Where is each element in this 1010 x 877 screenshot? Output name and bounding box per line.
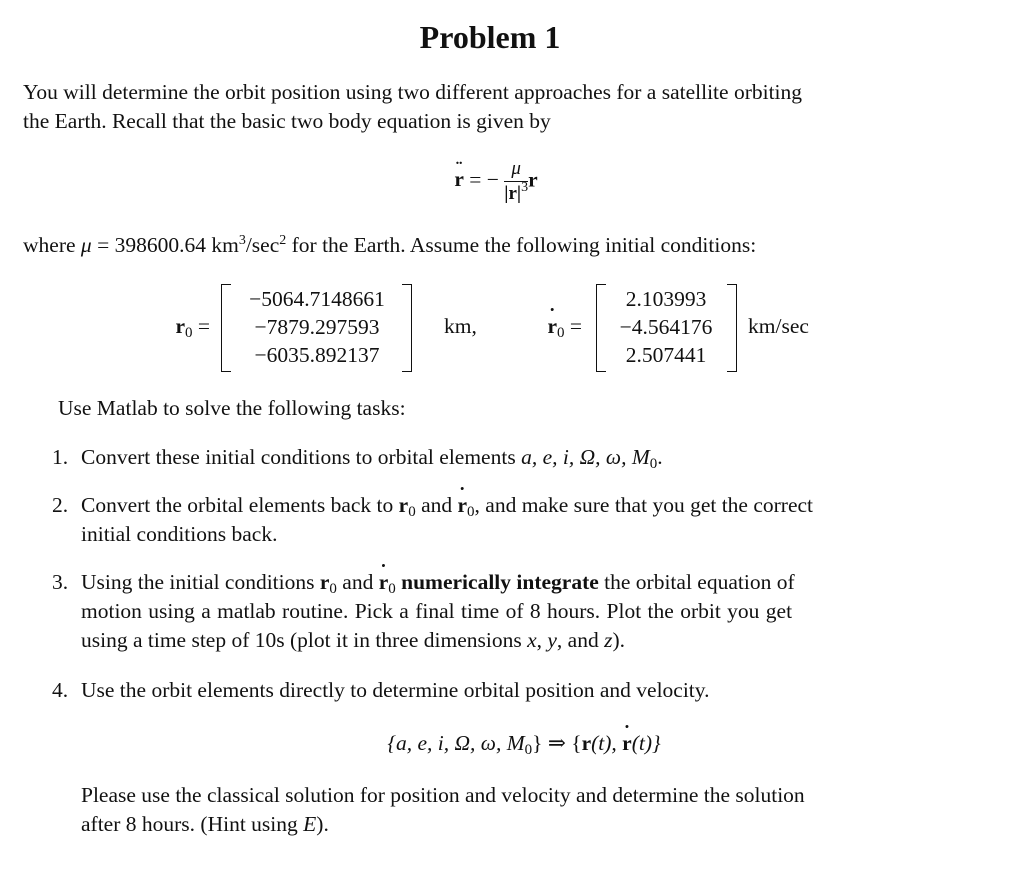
task-2-text-b: , and make sure that you get the correct [474, 493, 814, 517]
v0-y: −4.564176 [619, 315, 713, 339]
task-3-body [81, 568, 959, 655]
task-1-elements: a, e, i, Ω, ω, M [521, 445, 650, 469]
closing-line-2 [81, 810, 961, 839]
task-4-number: 4. [52, 678, 69, 702]
v0-x: 2.103993 [625, 287, 707, 311]
sec-exp: 2 [279, 233, 287, 248]
r0-x: −5064.7148661 [249, 287, 385, 311]
closing-line-2-a: after 8 hours. (Hint using [81, 812, 298, 836]
where-suffix: for the Earth. Assume the following initial conditions: [291, 233, 757, 257]
task-2-v0: r ˙ [457, 491, 467, 520]
den-exp: 3 [521, 180, 529, 195]
equation-rhs-r: r [528, 167, 538, 192]
mapping-rdot: r ˙ [622, 729, 632, 758]
task-4-body: Use the orbit elements directly to determine orbital position and velocity. [81, 678, 710, 702]
r-ddot: r ¨ [454, 165, 464, 194]
task-3-bold: numerically integrate [401, 570, 599, 594]
task-2-line-1 [81, 491, 959, 520]
task-2-line-2: initial conditions back. [81, 522, 278, 546]
task-3-text-a: Using the initial conditions [81, 570, 315, 594]
task-1-body [81, 443, 959, 472]
task-3-line-3: using a time step of 10s (plot it in three dimensions x, y, and z). [81, 628, 626, 652]
intro-line-2: the Earth. Recall that the basic two body equation is given by [23, 109, 551, 133]
v0-right-bracket [727, 284, 737, 372]
task-3-v0: r ˙ [379, 568, 389, 597]
r0-matrix [232, 285, 402, 369]
mapping-t2: (t)} [631, 731, 661, 755]
mapping-arrow: } ⇒ { [532, 731, 582, 755]
closing-line-2-end: ). [316, 812, 329, 836]
r0-symbol: r [175, 314, 185, 338]
v0-left-bracket [596, 284, 606, 372]
task-2-r0: r [398, 493, 409, 517]
task-2-v0-sub: 0 [467, 504, 475, 520]
task-3-x: x [527, 628, 537, 652]
task-3-z: z [604, 628, 613, 652]
task-1-end: . [657, 445, 663, 469]
task-1-number: 1. [52, 445, 69, 469]
task-3-line-2: motion using a matlab routine. Pick a final time of 8 hours. Plot the orbit you get [81, 599, 793, 623]
task-3-y: y [547, 628, 557, 652]
task-3-r0: r [319, 570, 330, 594]
r0-equals: = [197, 314, 210, 338]
den-norm: |r| [504, 183, 522, 204]
fraction-denominator [504, 182, 528, 205]
mapping-left: {a, e, i, Ω, ω, M [387, 731, 525, 755]
mapping-left-sub: 0 [524, 742, 533, 758]
task-3-line-3-a: using a time step of 10s (plot it in three dimensions [81, 628, 522, 652]
task-2-r0-sub: 0 [408, 504, 416, 520]
km-exp: 3 [238, 233, 246, 248]
r0-left-bracket [221, 284, 231, 372]
closing-E: E [303, 812, 317, 836]
mapping-r: r [581, 731, 592, 755]
task-3-and: and [342, 570, 374, 594]
closing-paragraph [81, 781, 961, 839]
page-title: Problem 1 [419, 19, 561, 55]
r0-z: −6035.892137 [254, 343, 380, 367]
r0-y: −7879.297593 [254, 315, 380, 339]
two-body-equation [6, 158, 986, 205]
sec-unit: /sec [245, 233, 280, 257]
r0-label [148, 312, 210, 341]
task-3-r0-sub: 0 [329, 581, 337, 597]
intro-paragraph [23, 78, 963, 136]
where-line [23, 231, 963, 260]
v0-equals: = [569, 314, 582, 338]
use-matlab-line: Use Matlab to solve the following tasks: [58, 396, 406, 420]
task-2-number: 2. [52, 493, 69, 517]
where-prefix: where [23, 233, 76, 257]
v0-symbol: r ˙ [547, 312, 557, 341]
r0-sub: 0 [184, 325, 193, 341]
v0-label [520, 312, 582, 341]
task-2-text-a: Convert the orbital elements back to [81, 493, 394, 517]
mu-fraction [504, 158, 528, 205]
v0-z: 2.507441 [625, 343, 707, 367]
mu-value: = 398600.64 km [97, 233, 239, 257]
task-2-body [81, 491, 959, 549]
intro-line-1: You will determine the orbit position using two different approaches for a satellite orbiting [23, 80, 803, 104]
elements-to-state-mapping [34, 729, 1010, 758]
task-1-text: Convert these initial conditions to orbital elements [81, 445, 516, 469]
fraction-numerator: μ [504, 158, 528, 182]
equation-equals: = − [469, 167, 499, 192]
mapping-t: (t), [591, 731, 623, 755]
mu-symbol: μ [80, 233, 92, 257]
task-3-and-2: , and [556, 628, 599, 652]
closing-line-1: Please use the classical solution for position and velocity and determine the solution [81, 783, 805, 807]
v0-unit: km/sec [748, 314, 809, 338]
task-3-text-b: the orbital equation of [604, 570, 795, 594]
task-3-number: 3. [52, 570, 69, 594]
v0-sub: 0 [556, 325, 565, 341]
task-3-line-1 [81, 568, 959, 597]
v0-matrix [606, 285, 726, 369]
task-2-and: and [421, 493, 453, 517]
task-3-line-3-end: ). [612, 628, 626, 652]
r0-unit: km, [444, 314, 477, 338]
r0-right-bracket [402, 284, 412, 372]
task-1-elements-sub: 0 [649, 456, 658, 472]
task-3-v0-sub: 0 [388, 581, 396, 597]
